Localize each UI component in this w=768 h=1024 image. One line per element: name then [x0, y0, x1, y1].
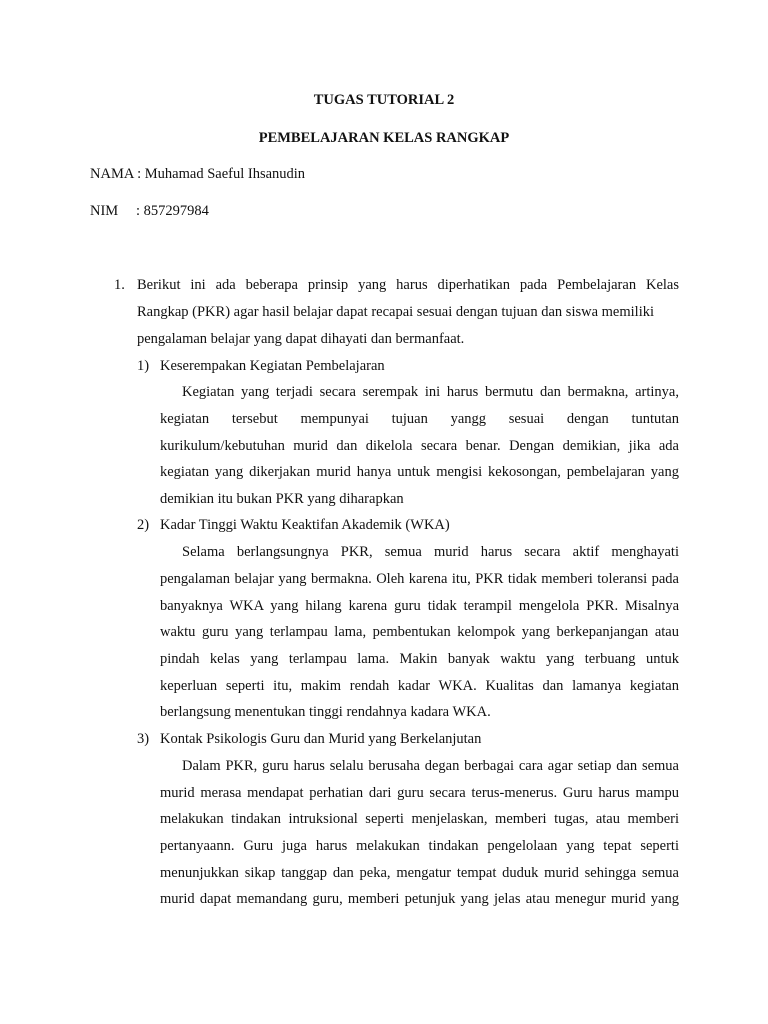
paragraph-line: menunjukkan sikap tanggap dan peka, mengatur tempat duduk murid sehingga semua [160, 865, 679, 881]
student-nim [90, 203, 209, 220]
paragraph-line: demikian itu bukan PKR yang diharapkan [160, 491, 404, 507]
document-subtitle: PEMBELAJARAN KELAS RANGKAP [258, 130, 510, 146]
paragraph-line: kegiatan yang dikerjakan murid hanya untuk mengisi kekosongan, pembelajaran yang [160, 464, 679, 480]
question-line: pengalaman belajar yang dapat dihayati dan bermanfaat. [137, 331, 465, 347]
paragraph-line: waktu guru yang terlampau lama, pembentukan kelompok yang berkepanjangan atau [160, 624, 679, 640]
student-name: NAMA : Muhamad Saeful Ihsanudin [90, 166, 306, 182]
paragraph-line: pindah kelas yang terlampau lama. Makin banyak waktu yang terbuang untuk [160, 651, 679, 667]
item-number: 2) [137, 517, 150, 533]
paragraph-line: banyaknya WKA yang hilang karena guru tidak terampil mengelola PKR. Misalnya [160, 598, 679, 614]
item-number: 1) [137, 358, 150, 374]
paragraph-line: kegiatan tersebut mempunyai tujuan yangg sesuai dengan tuntutan [160, 411, 679, 427]
item-heading: Kadar Tinggi Waktu Keaktifan Akademik (WKA) [160, 517, 450, 533]
paragraph-line: pengalaman belajar yang bermakna. Oleh karena itu, PKR tidak memberi toleransi pada [160, 571, 679, 587]
nim-value: : 857297984 [136, 203, 209, 219]
paragraph-line: Selama berlangsungnya PKR, semua murid harus secara aktif menghayati [182, 544, 679, 560]
question-line: Rangkap (PKR) agar hasil belajar dapat recapai sesuai dengan tujuan dan siswa memiliki [137, 304, 655, 320]
paragraph-line: pertanyaann. Guru juga harus melakukan tindakan pengelolaan yang tepat seperti [160, 838, 679, 854]
paragraph-line: melakukan tindakan intruksional seperti menjelaskan, memberi tugas, atau memberi [160, 811, 679, 827]
document-title: TUGAS TUTORIAL 2 [313, 92, 455, 108]
paragraph-line: murid merasa mendapat perhatian dari guru secara terus-menerus. Guru harus mampu [160, 785, 679, 801]
paragraph-line: berlangsung menentukan tinggi rendahnya kadara WKA. [160, 704, 491, 720]
item-heading: Kontak Psikologis Guru dan Murid yang Berkelanjutan [160, 731, 482, 747]
paragraph-line: murid dapat memandang guru, memberi petunjuk yang jelas atau menegur murid yang [160, 891, 679, 907]
question-line: Berikut ini ada beberapa prinsip yang harus diperhatikan pada Pembelajaran Kelas [137, 277, 679, 293]
question-number: 1. [114, 277, 125, 293]
paragraph-line: kurikulum/kebutuhan murid dan dikelola secara benar. Dengan demikian, jika ada [160, 438, 679, 454]
item-number: 3) [137, 731, 150, 747]
item-heading: Keserempakan Kegiatan Pembelajaran [160, 358, 385, 374]
nim-label: NIM [90, 203, 119, 219]
paragraph-line: Dalam PKR, guru harus selalu berusaha degan berbagai cara agar setiap dan semua [182, 758, 679, 774]
paragraph-line: Kegiatan yang terjadi secara serempak ini harus bermutu dan bermakna, artinya, [182, 384, 679, 400]
paragraph-line: keperluan seperti itu, makim rendah kadar WKA. Kualitas dan lamanya kegiatan [160, 678, 679, 694]
